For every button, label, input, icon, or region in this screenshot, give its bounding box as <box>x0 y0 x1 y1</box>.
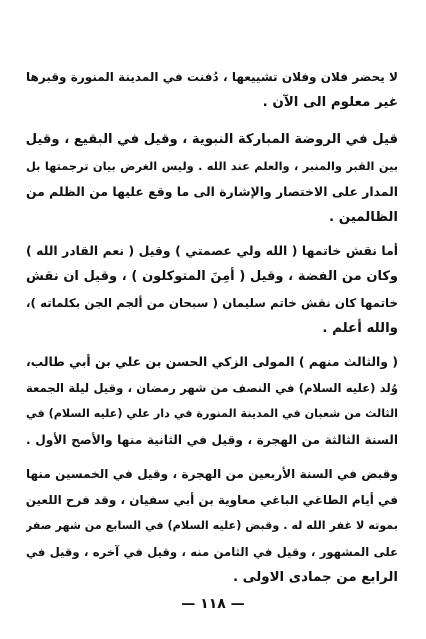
paragraph-2 <box>26 127 398 231</box>
text-line: أما نقش خاتمها ( الله ولي عصمتي ) وقيل ( نعم القادر الله ) <box>26 243 398 258</box>
text-line: وُلد (عليه السلام) في النصف من شهر رمضان ، وقيل ليلة الجمعة <box>26 381 398 395</box>
text-line: والله أعلم . <box>322 321 398 336</box>
text-line: خاتمها كان نقش خاتم سليمان ( سبحان من ألجم الجن بكلماته )، <box>26 296 398 310</box>
paragraph-1 <box>26 64 398 116</box>
text-line: المدار على الاختصار والإشارة الى ما وقع عليها من الظلم من <box>26 184 398 199</box>
text-line: على المشهور ، وقيل في الثامن منه ، وقيل في آخره ، وقيل في <box>26 545 398 559</box>
text-line: الظالمين . <box>329 210 398 225</box>
text-line: قيل في الروضة المباركة النبوية ، وقيل في البقيع ، وقيل <box>26 132 398 147</box>
text-line: وقبض في السنة الأربعين من الهجرة ، وقيل في الخمسين منها <box>26 467 398 481</box>
text-line: الرابع من جمادى الاولى . <box>232 570 398 585</box>
text-line: الثالث من شعبان في المدينة المنورة في دار علي (عليه السلام) في <box>26 407 398 420</box>
paragraph-3 <box>26 238 398 342</box>
text-line: في أيام الطاغي الباغي معاوية بن أبي سفيان ، وقد فرح اللعين <box>26 493 398 507</box>
paragraph-5 <box>26 461 398 591</box>
page-number: — ١١٨ — <box>181 596 245 612</box>
text-line: السنة الثالثة من الهجرة ، وقيل في الثانية منها والأصح الأول . <box>26 433 398 447</box>
text-line: بين القبر والمنبر ، والعلم عند الله . وليس الغرض بيان ترجمتها بل <box>26 159 398 173</box>
paragraph-4 <box>26 349 398 453</box>
text-line: ( والثالث منهم ) المولى الزكي الحسن بن علي بن أبي طالب، <box>26 354 398 369</box>
text-line: غير معلوم الى الآن . <box>262 95 398 110</box>
text-line: وكان من الفضة ، وقيل ( أمِنَ المتوكلون ) ، وقيل ان نقش <box>26 269 398 284</box>
text-line: لا يحضر فلان وفلان تشييعها ، دُفنت في المدينة المنورة وقبرها <box>26 70 398 84</box>
text-line: بموته لا غفر الله له . وقبض (عليه السلام) في السابع من شهر صفر <box>26 519 398 532</box>
